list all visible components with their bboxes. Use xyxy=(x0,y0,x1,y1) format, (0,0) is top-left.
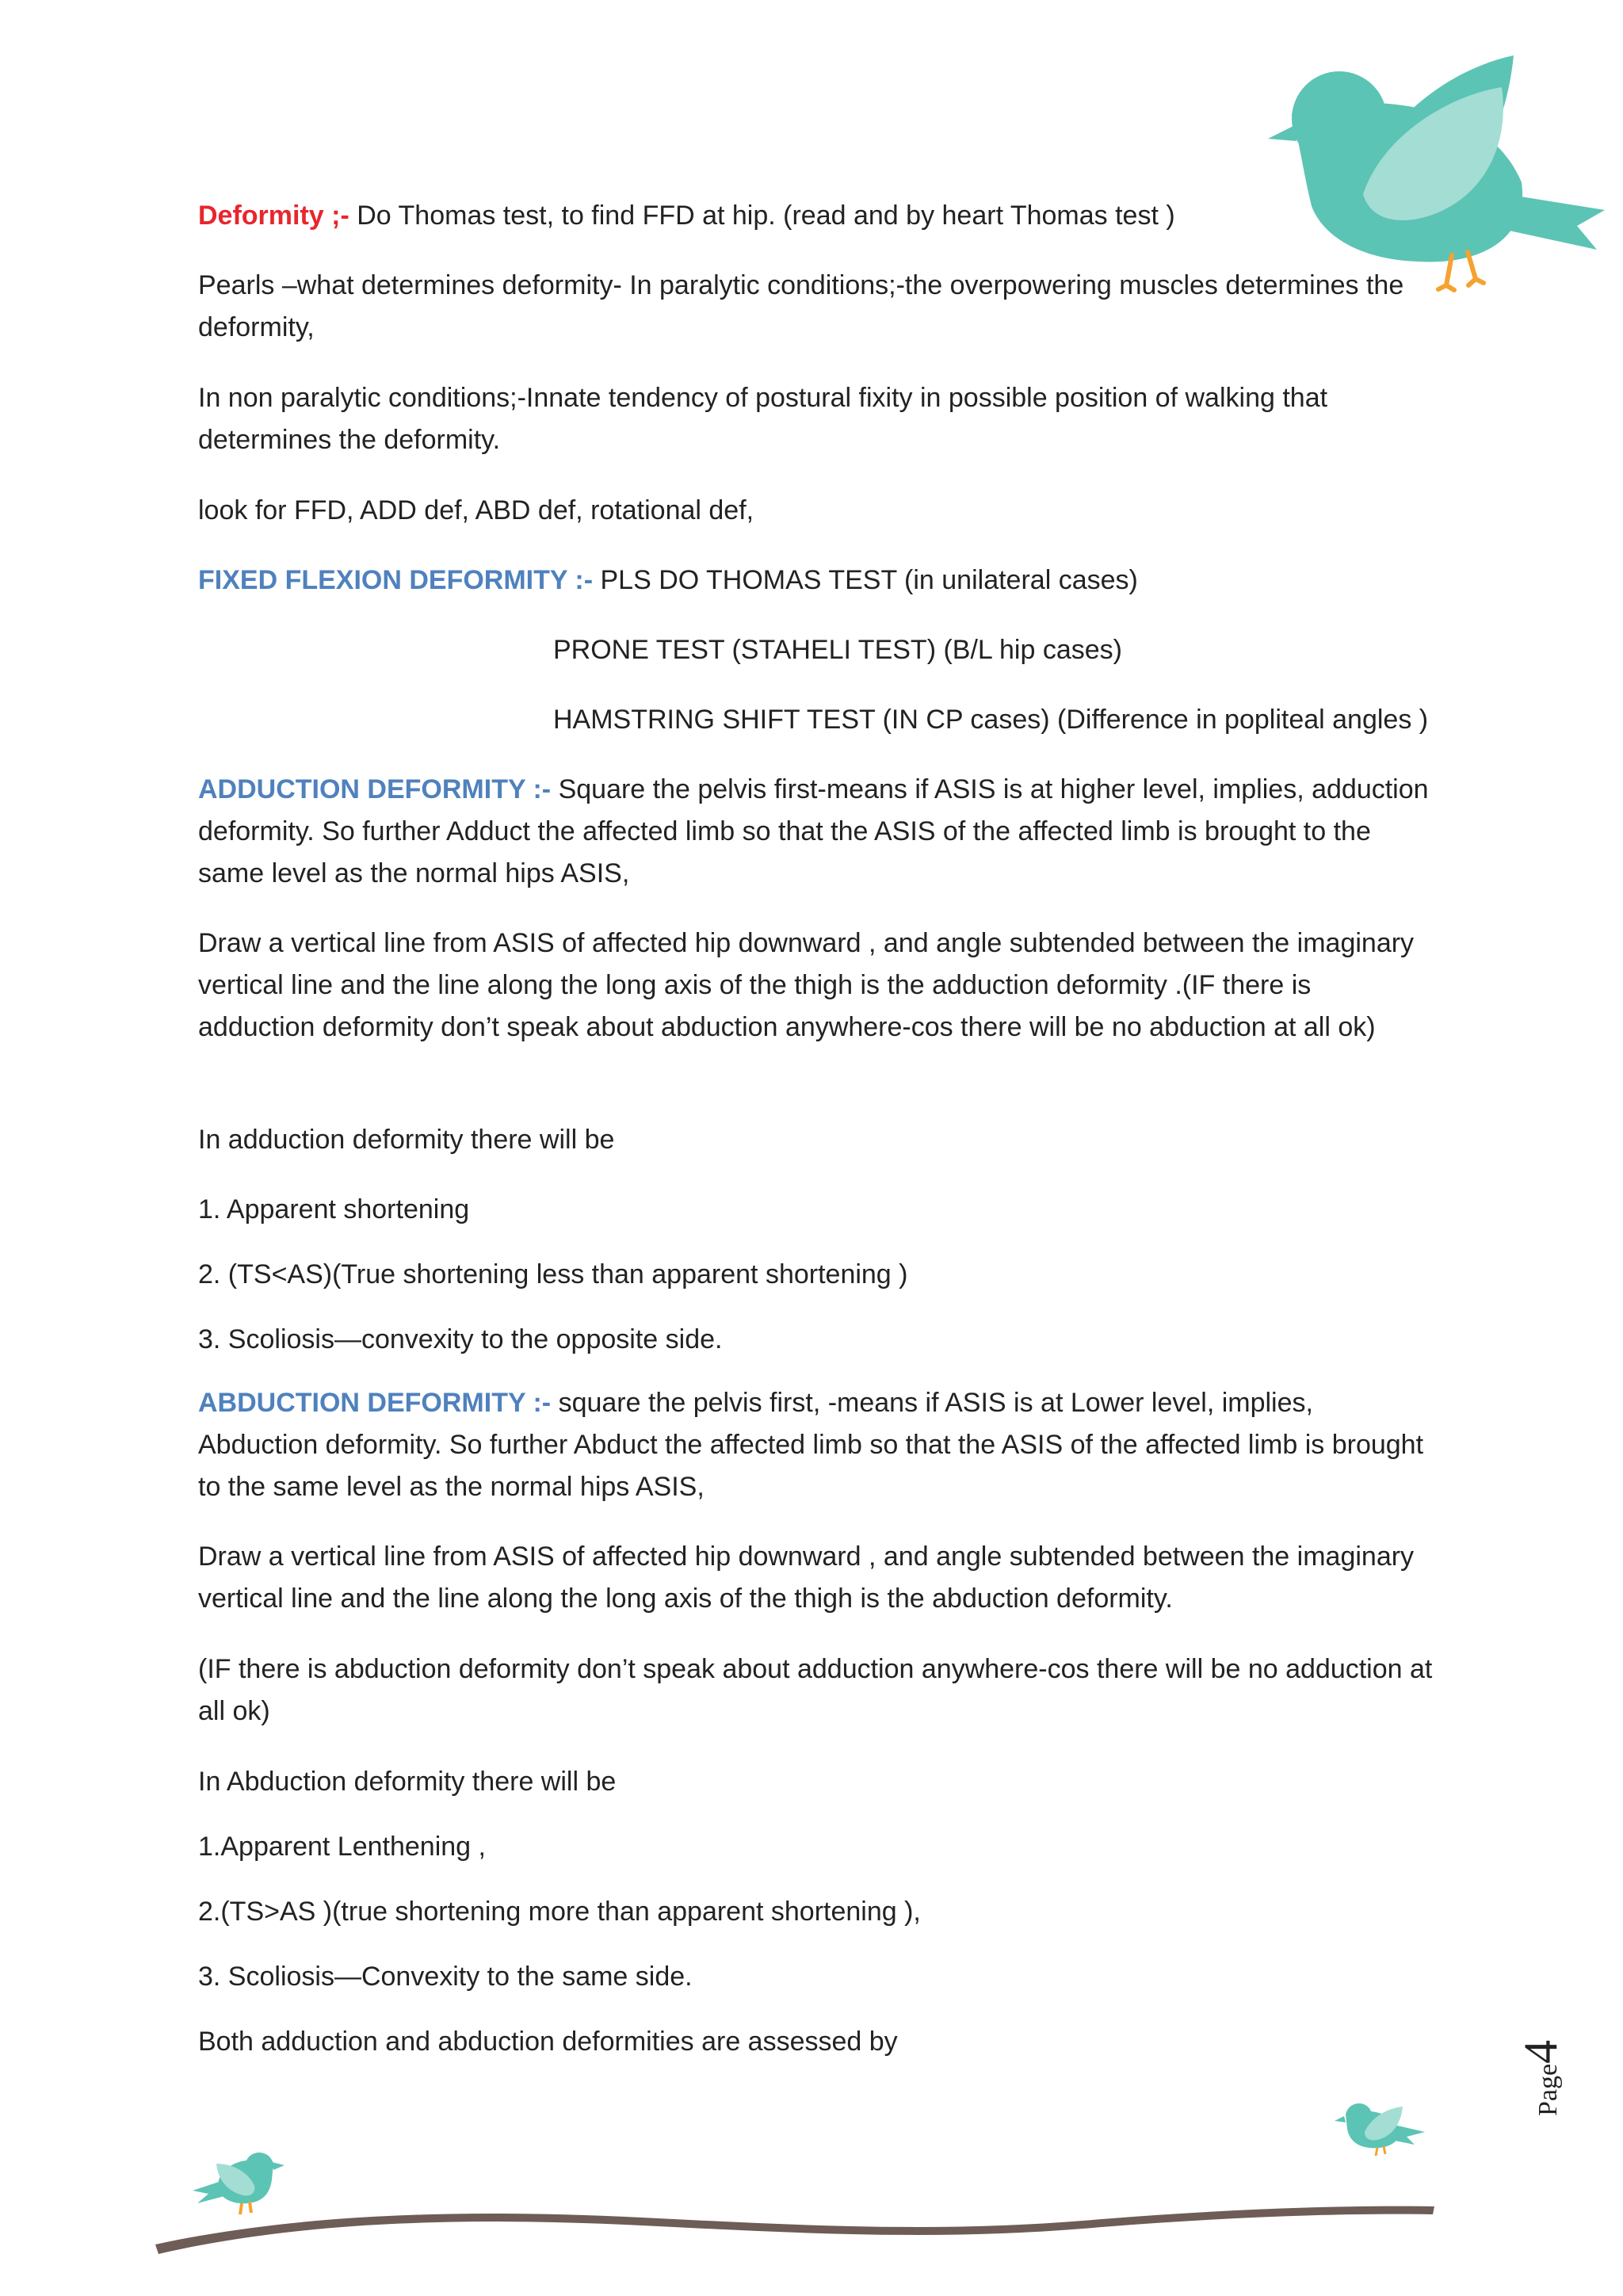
paragraph-text: square the pelvis first, -means if ASIS is at Lower level, implies, Abduction deformity. So further Abduct the affected limb so that the ASIS of the affected limb is brought to the same level as the normal hips ASIS, xyxy=(198,1388,1424,1502)
heading-deformity: Deformity ;- xyxy=(198,201,349,231)
list-item: 3. Scoliosis—convexity to the opposite side. xyxy=(198,1324,723,1354)
paragraph-adduction-line: Draw a vertical line from ASIS of affected hip downward , and angle subtended between the imaginary vertical line and the line along the long axis of the thigh is the adduction deformity .(IF there is adduction deformity don’t speak about abduction anywhere-cos there will be no abduction at all ok) xyxy=(198,928,1415,1042)
heading-adduction-deformity: ADDUCTION DEFORMITY :- xyxy=(198,774,552,804)
heading-ffd: FIXED FLEXION DEFORMITY :- xyxy=(198,565,594,595)
paragraph-hamstring-test: HAMSTRING SHIFT TEST (IN CP cases) (Difference in popliteal angles ) xyxy=(553,705,1429,735)
paragraph-text: Square the pelvis first-means if ASIS is at higher level, implies, adduction deformity. So further Adduct the affected limb so that the ASIS of the affected limb is brought to the same level as the normal hips ASIS, xyxy=(198,774,1429,888)
paragraph-adduction-intro: In adduction deformity there will be xyxy=(198,1125,615,1155)
small-bird-icon xyxy=(1331,2092,1426,2156)
list-item: 1.Apparent Lenthening , xyxy=(198,1832,486,1862)
paragraph-pearls: Pearls –what determines deformity- In paralytic conditions;-the overpowering muscles determines the deformity, xyxy=(198,270,1404,342)
paragraph-adduction-deformity xyxy=(198,769,1434,895)
page-number xyxy=(1498,1997,1585,2124)
paragraph-prone-test: PRONE TEST (STAHELI TEST) (B/L hip cases) xyxy=(553,635,1122,665)
branch-line xyxy=(151,2172,1450,2267)
paragraph-assessed-by: Both adduction and abduction deformities are assessed by xyxy=(198,2027,898,2057)
paragraph-non-paralytic: In non paralytic conditions;-Innate tendency of postural fixity in possible position of walking that determines the deformity. xyxy=(198,383,1328,455)
list-item: 3. Scoliosis—Convexity to the same side. xyxy=(198,1962,693,1992)
paragraph-text: Do Thomas test, to find FFD at hip. (read and by heart Thomas test ) xyxy=(349,201,1175,231)
paragraph-abduction-line: Draw a vertical line from ASIS of affected hip downward , and angle subtended between the imaginary vertical line and the line along the long axis of the thigh is the abduction deformity. xyxy=(198,1541,1415,1614)
paragraph-look-for: look for FFD, ADD def, ABD def, rotational def, xyxy=(198,495,754,525)
small-bird-icon xyxy=(186,2140,289,2219)
large-bird-icon xyxy=(1244,48,1617,293)
paragraph-abduction-intro: In Abduction deformity there will be xyxy=(198,1767,617,1797)
list-item: 2.(TS>AS )(true shortening more than apparent shortening ), xyxy=(198,1897,921,1927)
paragraph-deformity xyxy=(198,195,1434,237)
paragraph-abduction-deformity xyxy=(198,1382,1434,1508)
page-number-value: 4 xyxy=(1514,2039,1567,2064)
paragraph-ffd xyxy=(198,560,1434,602)
paragraph-text: PLS DO THOMAS TEST (in unilateral cases) xyxy=(593,565,1138,595)
heading-abduction-deformity: ABDUCTION DEFORMITY :- xyxy=(198,1388,552,1418)
paragraph-abduction-note: (IF there is abduction deformity don’t speak about adduction anywhere-cos there will be no adduction at all ok) xyxy=(198,1654,1433,1726)
page-number-label: Page xyxy=(1533,2063,1563,2116)
list-item: 1. Apparent shortening xyxy=(198,1194,470,1224)
list-item: 2. (TS<AS)(True shortening less than apparent shortening ) xyxy=(198,1259,908,1289)
